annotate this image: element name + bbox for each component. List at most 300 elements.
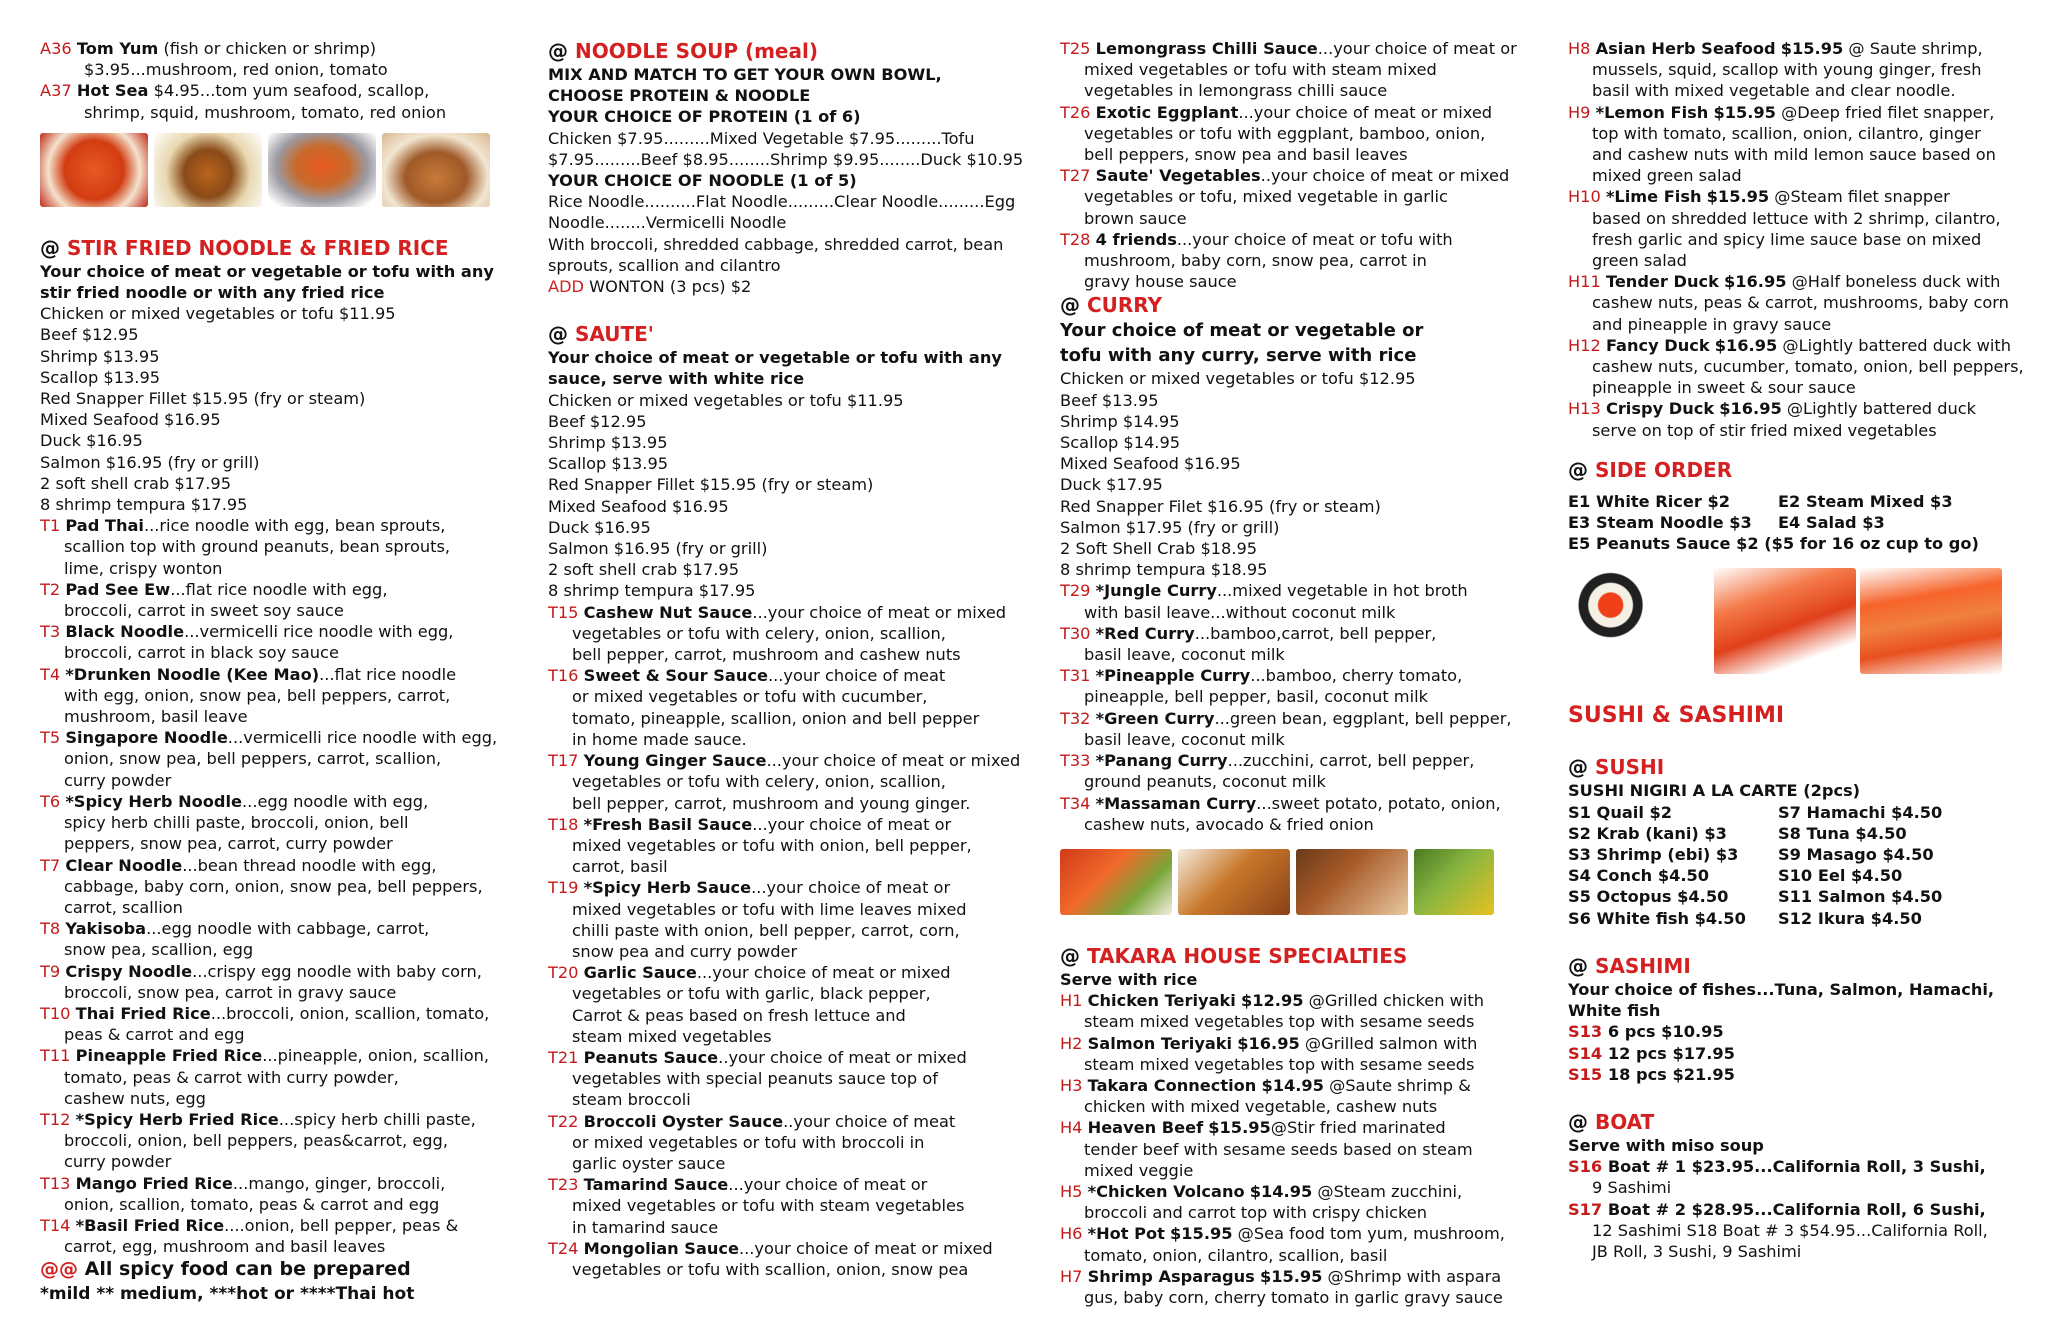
item-code: T22 — [548, 1111, 579, 1131]
item-code: H10 — [1568, 187, 1601, 207]
menu-item — [40, 1173, 518, 1194]
boat-subtitle: Serve with miso soup — [1568, 1135, 1764, 1155]
item-desc-line: top with tomato, scallion, onion, cilantro, ginger — [1592, 123, 1981, 143]
item-code: T33 — [1060, 751, 1091, 771]
item-price: $16.95 — [1237, 1033, 1300, 1053]
item-desc: (fish or chicken or shrimp) — [163, 39, 377, 58]
item-desc-line: mixed vegetables or tofu with lime leaves mixed — [572, 899, 967, 919]
item-desc-line: steam mixed vegetables — [572, 1026, 772, 1046]
item-code: T10 — [40, 1003, 71, 1023]
item-desc-line: in tamarind sauce — [572, 1217, 719, 1237]
item-desc-line: carrot, scallion — [64, 897, 183, 917]
intro-line: sauce, serve with white rice — [548, 369, 805, 389]
item-desc-line: and cashew nuts with mild lemon sauce based on — [1592, 145, 1996, 165]
item-desc-line: mixed vegetables or tofu with steam mixed — [1084, 60, 1437, 80]
price-line: Chicken or mixed vegetables or tofu $12.95 — [1060, 369, 1416, 389]
add-wonton: ADD WONTON (3 pcs) $2 — [548, 277, 752, 297]
item-desc-line: green salad — [1592, 251, 1687, 271]
nigiri-row-cell: S3 Shrimp (ebi) $3 — [1568, 845, 1739, 865]
item-code: T26 — [1060, 102, 1091, 122]
item-desc-line: chicken with mixed vegetable, cashew nuts — [1084, 1097, 1438, 1117]
item-name: *Fresh Basil Sauce — [583, 814, 753, 834]
side-row-cell: E4 Salad $3 — [1778, 513, 1885, 533]
intro-line: Your choice of meat or vegetable or tofu with any — [548, 348, 1002, 368]
item-desc: ..your choice of meat — [783, 1111, 956, 1131]
curry-items — [1060, 580, 1520, 834]
menu-item — [40, 1215, 518, 1236]
saute-section-title: @ SAUTE' — [548, 322, 654, 347]
stir-fried-items — [40, 515, 518, 1257]
item-name: *Hot Pot — [1087, 1224, 1165, 1244]
specialty-item — [1060, 990, 1520, 1011]
price-line: 2 soft shell crab $17.95 — [40, 473, 232, 493]
item-desc-line: or mixed vegetables or tofu with broccoli in — [572, 1132, 925, 1152]
item-desc-line: ground peanuts, coconut milk — [1084, 772, 1326, 792]
curry-photos — [1060, 849, 1520, 915]
salmon-roll-photo — [1860, 568, 2002, 674]
specialty-item — [1568, 271, 2028, 292]
item-desc-line: brown sauce — [1084, 208, 1187, 228]
item-desc: @Saute shrimp & — [1323, 1075, 1471, 1095]
price-line: Scallop $14.95 — [1060, 433, 1181, 453]
soup-items — [40, 38, 518, 123]
item-desc-line: peppers, snow pea, carrot, curry powder — [64, 834, 393, 854]
item-price: $16.95 — [1714, 335, 1778, 355]
item-code: T14 — [40, 1215, 71, 1235]
item-name: Takara Connection — [1087, 1075, 1257, 1095]
item-name: Hot Sea — [76, 81, 149, 101]
item-desc-line: pineapple, bell pepper, basil, coconut milk — [1084, 687, 1428, 707]
item-desc-line: mushroom, basil leave — [64, 707, 248, 727]
nigiri-row — [1568, 908, 2028, 929]
item-desc-line: mixed vegetables or tofu with onion, bell pepper, — [572, 835, 972, 855]
specialty-item — [1060, 1181, 1520, 1202]
item-code: H2 — [1060, 1033, 1083, 1053]
item-desc-line: vegetables or tofu, mixed vegetable in garlic — [1084, 187, 1448, 207]
item-desc-line: vegetables with special peanuts sauce top of — [572, 1069, 938, 1089]
item-desc-line: carrot, egg, mushroom and basil leaves — [64, 1237, 386, 1257]
price-line: Shrimp $14.95 — [1060, 411, 1180, 431]
item-desc: ...your choice of meat or mixed — [766, 751, 1021, 771]
item-name: *Red Curry — [1095, 623, 1195, 643]
item-name: *Chicken Volcano — [1087, 1181, 1245, 1201]
item-code: T9 — [40, 961, 61, 981]
item-desc: ...zucchini, carrot, bell pepper, — [1227, 751, 1475, 771]
nigiri-row-cell: S11 Salmon $4.50 — [1778, 887, 1943, 907]
menu-item — [40, 1109, 518, 1130]
price-line: Shrimp $13.95 — [548, 433, 668, 453]
soup-item — [40, 38, 518, 59]
item-name: Crispy Duck — [1605, 399, 1715, 419]
item-desc-line: peas & carrot and egg — [64, 1025, 245, 1045]
item-code: T23 — [548, 1175, 579, 1195]
menu-column-2 — [548, 38, 1026, 1280]
item-desc: ...your choice of meat — [767, 666, 946, 686]
side-order-title: @ SIDE ORDER — [1568, 457, 1733, 482]
item-code: T32 — [1060, 708, 1091, 728]
item-name: *Green Curry — [1095, 708, 1215, 728]
item-price: $15.95 — [1208, 1118, 1271, 1138]
boat-list — [1568, 1156, 2028, 1262]
sushi-sashimi-title: SUSHI & SASHIMI — [1568, 703, 1785, 729]
item-name: Peanuts Sauce — [583, 1047, 719, 1067]
item-name: Pad See Ew — [65, 579, 171, 599]
price-line: Mixed Seafood $16.95 — [40, 410, 221, 430]
item-desc-line: curry powder — [64, 770, 172, 790]
menu-item — [40, 1045, 518, 1066]
item-name: Thai Fried Rice — [75, 1003, 211, 1023]
item-desc: ...your choice of meat or mixed — [1238, 102, 1493, 122]
item-desc-line: carrot, basil — [572, 857, 668, 877]
item-desc-line: serve on top of stir fried mixed vegetables — [1592, 420, 1937, 440]
sashimi-item — [1568, 1043, 2028, 1064]
curry-item — [1060, 623, 1520, 644]
item-text: Boat # 1 $23.95...California Roll, 3 Sushi, — [1607, 1157, 1986, 1177]
price-line: Salmon $17.95 (fry or grill) — [1060, 517, 1280, 537]
item-desc: ...mango, ginger, broccoli, — [232, 1173, 446, 1193]
item-desc: @Lightly battered duck — [1781, 399, 1977, 419]
item-name: Fancy Duck — [1605, 335, 1710, 355]
side-e5: E5 Peanuts Sauce $2 ($5 for 16 oz cup to go) — [1568, 534, 1979, 554]
item-code: T29 — [1060, 581, 1091, 601]
item-desc-line: vegetables in lemongrass chilli sauce — [1084, 81, 1388, 101]
item-desc-line: basil with mixed vegetable and clear noodle. — [1592, 81, 1956, 101]
item-desc-line: spicy herb chilli paste, broccoli, onion, bell — [64, 813, 409, 833]
menu-item — [40, 1003, 518, 1024]
item-desc-line: cashew nuts, cucumber, tomato, onion, bell peppers, — [1592, 357, 2024, 377]
dish-photo-1 — [1060, 849, 1172, 915]
item-name: *Drunken Noodle (Kee Mao) — [65, 664, 320, 684]
item-desc-line: pineapple in sweet & sour sauce — [1592, 378, 1856, 398]
item-code: T8 — [40, 919, 61, 939]
curry-item — [1060, 708, 1520, 729]
item-desc-line: cabbage, baby corn, onion, snow pea, bell peppers, — [64, 876, 483, 896]
item-name: *Basil Fried Rice — [75, 1215, 225, 1235]
menu-column-3 — [1060, 38, 1520, 1308]
item-name: Pad Thai — [65, 516, 144, 536]
item-desc: $4.95...tom yum seafood, scallop, — [153, 81, 430, 101]
price-line: Mixed Seafood $16.95 — [1060, 454, 1241, 474]
stir-fried-intro — [40, 261, 518, 303]
house-specialties-cont — [1568, 38, 2028, 441]
item-code: T21 — [548, 1047, 579, 1067]
item-name: *Spicy Herb Sauce — [583, 878, 752, 898]
curry-intro — [1060, 318, 1520, 368]
item-desc: ...pineapple, onion, scallion, — [262, 1046, 490, 1066]
item-desc-line: mussels, squid, scallop with young ginger, fresh — [1592, 60, 1982, 80]
price-line: Duck $16.95 — [40, 431, 143, 451]
item-code: H7 — [1060, 1266, 1083, 1286]
item-desc-line: with basil leave...without coconut milk — [1084, 602, 1396, 622]
curry-section-title: @ CURRY — [1060, 293, 1163, 318]
item-code: A37 — [40, 81, 72, 101]
item-code: H1 — [1060, 991, 1083, 1011]
item-name: Cashew Nut Sauce — [583, 602, 753, 622]
item-desc-line: 12 Sashimi S18 Boat # 3 $54.95...California Roll, — [1592, 1220, 1988, 1240]
item-desc-line: steam broccoli — [572, 1090, 691, 1110]
item-price: $15.95 — [1706, 187, 1770, 207]
side-row-cell: E2 Steam Mixed $3 — [1778, 491, 1953, 511]
item-code: T16 — [548, 666, 579, 686]
item-desc-line: fresh garlic and spicy lime sauce base on mixed — [1592, 229, 1982, 249]
item-code: S15 — [1568, 1064, 1603, 1084]
item-text: 6 pcs $10.95 — [1607, 1022, 1724, 1042]
price-line: Red Snapper Fillet $15.95 (fry or steam) — [40, 389, 366, 409]
nigiri-row — [1568, 823, 2028, 844]
item-name: Saute' Vegetables — [1095, 166, 1261, 186]
nigiri-row — [1568, 844, 2028, 865]
item-price: $15.95 — [1170, 1224, 1233, 1244]
menu-item — [548, 962, 1026, 983]
item-desc-line: JB Roll, 3 Sushi, 9 Sashimi — [1592, 1241, 1802, 1261]
item-name: *Jungle Curry — [1095, 581, 1217, 601]
specialty-item — [1060, 1266, 1520, 1287]
noodle-soup-line: Rice Noodle..........Flat Noodle.........Clear Noodle.........Egg — [548, 192, 1016, 212]
item-desc: ...flat rice noodle with egg, — [170, 579, 388, 599]
house-specialties — [1060, 990, 1520, 1308]
item-name: Black Noodle — [65, 622, 185, 642]
sushi-subtitle: SUSHI NIGIRI A LA CARTE (2pcs) — [1568, 781, 1861, 801]
price-line: 8 shrimp tempura $18.95 — [1060, 560, 1268, 580]
item-code: T31 — [1060, 666, 1091, 686]
item-desc: @Steam filet snapper — [1769, 187, 1950, 207]
item-desc-line: tomato, pineapple, scallion, onion and bell pepper — [572, 708, 980, 728]
sashimi-item — [1568, 1064, 2028, 1085]
item-price: $14.95 — [1261, 1075, 1324, 1095]
price-line: Shrimp $13.95 — [40, 346, 160, 366]
price-line: 8 shrimp tempura $17.95 — [40, 495, 248, 515]
item-code: T15 — [548, 602, 579, 622]
item-desc-line: cashew nuts, peas & carrot, mushrooms, baby corn — [1592, 293, 2009, 313]
menu-item — [548, 602, 1026, 623]
item-desc-line: basil leave, coconut milk — [1084, 729, 1285, 749]
item-code: S14 — [1568, 1043, 1603, 1063]
nigiri-row — [1568, 802, 2028, 823]
item-code: S13 — [1568, 1022, 1603, 1042]
menu-item — [548, 877, 1026, 898]
price-line: Chicken or mixed vegetables or tofu $11.95 — [548, 390, 904, 410]
nigiri-row-cell: S8 Tuna $4.50 — [1778, 823, 1907, 843]
item-price: $12.95 — [1241, 991, 1304, 1011]
nigiri-row — [1568, 886, 2028, 907]
item-desc: ..your choice of meat or mixed — [718, 1047, 967, 1067]
item-desc: ...sweet potato, potato, onion, — [1256, 793, 1501, 813]
item-name: Sweet & Sour Sauce — [583, 666, 768, 686]
item-name: Lemongrass Chilli Sauce — [1095, 39, 1318, 58]
price-line: Mixed Seafood $16.95 — [548, 496, 729, 516]
noodle-soup-line: CHOOSE PROTEIN & NOODLE — [548, 86, 811, 106]
specialty-item — [1568, 38, 2028, 59]
item-code: T13 — [40, 1173, 71, 1193]
curry-item — [1060, 750, 1520, 771]
menu-item — [548, 1111, 1026, 1132]
item-desc-line: cashew nuts, avocado & fried onion — [1084, 814, 1374, 834]
item-desc-line: mixed veggie — [1084, 1160, 1194, 1180]
nigiri-row-cell: S2 Krab (kani) $3 — [1568, 823, 1727, 843]
noodle-soup-line: YOUR CHOICE OF PROTEIN (1 of 6) — [548, 107, 861, 127]
item-name: Exotic Eggplant — [1095, 102, 1239, 122]
item-price: $14.95 — [1249, 1181, 1313, 1201]
noodle-soup-line: sprouts, scallion and cilantro — [548, 255, 781, 275]
nigiri-row-cell: S9 Masago $4.50 — [1778, 845, 1934, 865]
item-desc-line: broccoli, onion, bell peppers, peas&carrot, egg, — [64, 1131, 448, 1151]
menu-item — [1060, 102, 1520, 123]
item-desc-line: and pineapple in gravy sauce — [1592, 314, 1832, 334]
specialty-item — [1568, 102, 2028, 123]
item-code: S17 — [1568, 1199, 1603, 1219]
price-line: Duck $16.95 — [548, 517, 651, 537]
item-text: 12 pcs $17.95 — [1607, 1043, 1735, 1063]
noodle-soup-line: MIX AND MATCH TO GET YOUR OWN BOWL, — [548, 65, 942, 84]
price-line: Red Snapper Fillet $15.95 (fry or steam) — [548, 475, 874, 495]
item-name: *Massaman Curry — [1095, 793, 1257, 813]
item-desc-line: vegetables or tofu with eggplant, bamboo, onion, — [1084, 123, 1486, 143]
nigiri-row-cell: S5 Octopus $4.50 — [1568, 887, 1729, 907]
item-name: 4 friends — [1095, 229, 1177, 249]
item-code: H12 — [1568, 335, 1601, 355]
side-row — [1568, 512, 2028, 533]
item-desc-line: gravy house sauce — [1084, 272, 1237, 292]
item-desc: ...your choice of meat or — [752, 814, 952, 834]
item-desc-line: vegetables or tofu with scallion, onion, snow pea — [572, 1259, 969, 1279]
dish-photo-2 — [1178, 849, 1290, 915]
item-desc-line: broccoli, snow pea, carrot in gravy sauce — [64, 982, 397, 1002]
item-desc: ...broccoli, onion, scallion, tomato, — [210, 1003, 490, 1023]
sushi-title: @ SUSHI — [1568, 755, 1665, 780]
item-desc-line: shrimp, squid, mushroom, tomato, red onion — [84, 102, 447, 122]
curry-item — [1060, 665, 1520, 686]
menu-column-4 — [1568, 38, 2028, 1262]
noodle-soup-photo — [382, 133, 490, 207]
item-desc-line: tomato, onion, cilantro, scallion, basil — [1084, 1245, 1388, 1265]
sushi-roll-photo — [1568, 568, 1710, 674]
takara-subtitle: Serve with rice — [1060, 969, 1198, 989]
item-desc-line: snow pea, scallion, egg — [64, 940, 254, 960]
boat-item — [1568, 1199, 2028, 1220]
item-desc-line: steam mixed vegetables top with sesame seeds — [1084, 1054, 1475, 1074]
item-desc-line: based on shredded lettuce with 2 shrimp, cilantro, — [1592, 208, 2001, 228]
item-desc: @Half boneless duck with — [1786, 272, 2001, 292]
menu-column-1 — [40, 38, 518, 1307]
nigiri-row — [1568, 865, 2028, 886]
sushi-photos — [1568, 568, 2028, 674]
noodle-soup-details — [548, 64, 1026, 276]
item-desc: ..your choice of meat or mixed — [1260, 166, 1510, 186]
menu-item — [548, 750, 1026, 771]
item-desc: ...your choice of meat or mixed — [696, 963, 951, 983]
item-desc: @Deep fried filet snapper, — [1775, 102, 1995, 122]
nigiri-list — [1568, 802, 2028, 929]
boat-item — [1568, 1156, 2028, 1177]
item-name: *Spicy Herb Fried Rice — [75, 1109, 279, 1129]
item-code: T19 — [548, 878, 579, 898]
item-name: *Spicy Herb Noodle — [65, 791, 243, 811]
sashimi-item — [1568, 1021, 2028, 1042]
item-desc-line: broccoli, carrot in sweet soy sauce — [64, 601, 344, 621]
menu-item — [40, 855, 518, 876]
item-desc: @Shrimp with aspara — [1322, 1266, 1502, 1286]
item-desc: @Steam zucchini, — [1312, 1181, 1463, 1201]
soup-item — [40, 80, 518, 101]
item-code: A36 — [40, 39, 72, 58]
specialty-item — [1060, 1223, 1520, 1244]
menu-item — [1060, 38, 1520, 59]
item-desc-line: scallion top with ground peanuts, bean sprouts, — [64, 537, 451, 557]
price-line: Salmon $16.95 (fry or grill) — [548, 539, 768, 559]
boat-title: @ BOAT — [1568, 1109, 1655, 1134]
curry-item — [1060, 793, 1520, 814]
item-desc: ...your choice of meat or — [1317, 39, 1517, 58]
item-desc-line: in home made sauce. — [572, 729, 747, 749]
intro-line: stir fried noodle or with any fried rice — [40, 283, 385, 303]
item-desc: ...spicy herb chilli paste, — [278, 1109, 476, 1129]
item-name: Broccoli Oyster Sauce — [583, 1111, 784, 1131]
item-name: Mongolian Sauce — [583, 1238, 739, 1258]
noodle-soup-line: Chicken $7.95.........Mixed Vegetable $7.95.........Tofu — [548, 128, 975, 148]
item-desc-line: with egg, onion, snow pea, bell peppers, carrot, — [64, 685, 451, 705]
side-row — [1568, 491, 2028, 512]
item-desc-line: mixed vegetables or tofu with steam vegetables — [572, 1196, 965, 1216]
item-desc: ...bamboo,carrot, bell pepper, — [1194, 623, 1437, 643]
intro-line: Your choice of meat or vegetable or tofu with any — [40, 261, 494, 281]
item-name: Tom Yum — [76, 39, 159, 58]
item-desc: ...flat rice noodle — [319, 664, 457, 684]
item-code: T1 — [40, 516, 61, 536]
menu-item — [40, 621, 518, 642]
item-text: Boat # 2 $28.95...California Roll, 6 Sushi, — [1607, 1199, 1986, 1219]
item-code: T4 — [40, 664, 61, 684]
menu-item — [40, 791, 518, 812]
item-code: H13 — [1568, 399, 1601, 419]
item-desc: @Lightly battered duck with — [1777, 335, 2012, 355]
item-code: H4 — [1060, 1118, 1083, 1138]
item-code: T24 — [548, 1238, 579, 1258]
item-desc-line: steam mixed vegetables top with sesame seeds — [1084, 1012, 1475, 1032]
item-desc-line: Carrot & peas based on fresh lettuce and — [572, 1005, 906, 1025]
menu-item — [40, 918, 518, 939]
item-desc-line: mushroom, baby corn, snow pea, carrot in — [1084, 251, 1427, 271]
item-desc: ...green bean, eggplant, bell pepper, — [1214, 708, 1512, 728]
item-desc: ...your choice of meat or — [751, 878, 951, 898]
tom-yum-photo — [40, 133, 148, 207]
menu-item — [40, 727, 518, 748]
noodle-soup-line: With broccoli, shredded cabbage, shredded carrot, bean — [548, 234, 1004, 254]
item-price: $16.95 — [1724, 272, 1787, 292]
item-desc: ...your choice of meat or tofu with — [1176, 229, 1453, 249]
item-name: Yakisoba — [65, 919, 147, 939]
item-name: Pineapple Fried Rice — [75, 1046, 263, 1066]
spicy-levels: *mild ** medium, ***hot or ****Thai hot — [40, 1284, 415, 1305]
noodle-soup-line: $7.95.........Beef $8.95........Shrimp $9.95........Duck $10.95 — [548, 149, 1024, 169]
item-desc: ...mixed vegetable in hot broth — [1216, 581, 1468, 601]
item-desc: ...your choice of meat or mixed — [752, 602, 1007, 622]
item-desc-line: tender beef with sesame seeds based on steam — [1084, 1139, 1473, 1159]
item-desc-line: gus, baby corn, cherry tomato in garlic gravy sauce — [1084, 1287, 1503, 1307]
item-name: *Panang Curry — [1095, 751, 1228, 771]
item-desc-line: garlic oyster sauce — [572, 1153, 726, 1173]
nigiri-row-cell: S4 Conch $4.50 — [1568, 866, 1710, 886]
sauce-items — [1060, 38, 1520, 292]
item-code: T20 — [548, 963, 579, 983]
item-code: H8 — [1568, 39, 1591, 58]
item-name: Shrimp Asparagus — [1087, 1266, 1255, 1286]
menu-item — [40, 579, 518, 600]
sashimi-list — [1568, 1021, 2028, 1085]
item-desc: ...vermicelli rice noodle with egg, — [227, 728, 498, 748]
item-code: T30 — [1060, 623, 1091, 643]
item-desc: ...your choice of meat or — [728, 1175, 928, 1195]
item-desc-line: curry powder — [64, 1152, 172, 1172]
